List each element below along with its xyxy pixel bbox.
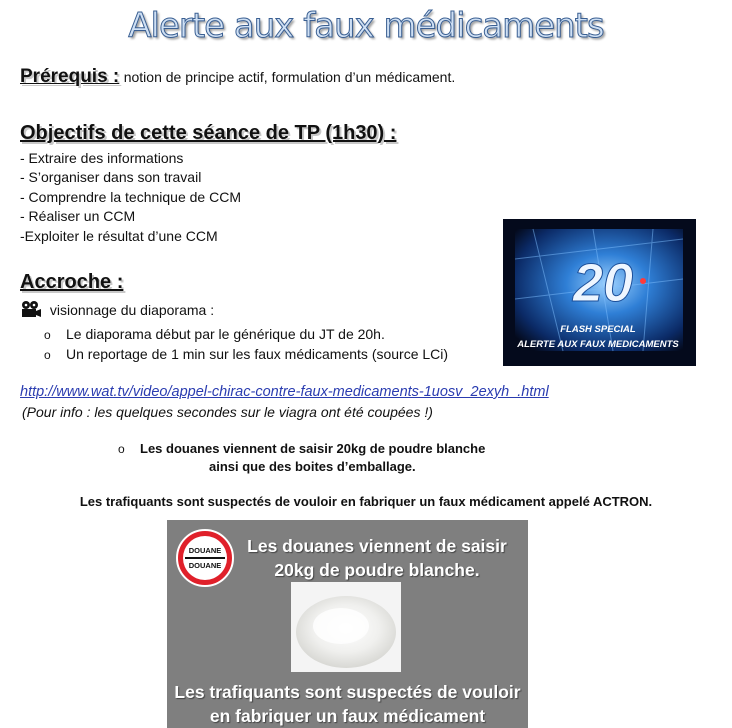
objectifs-list: [20, 149, 241, 246]
customs-footer1: Les trafiquants sont suspectés de vouloir: [174, 682, 521, 702]
tv-caption-line1: FLASH SPECIAL: [560, 324, 636, 335]
projector-icon: [20, 300, 42, 321]
objectif-item: -Exploiter le résultat d’une CCM: [20, 227, 218, 244]
douanes-bullet: [118, 441, 485, 456]
video-link[interactable]: http://www.wat.tv/video/appel-chirac-contre-faux-medicaments-1uosv_2exyh_.html: [20, 384, 549, 400]
accroche-bullet-text: Un reportage de 1 min sur les faux médicaments (source LCi): [66, 346, 449, 362]
customs-footer2: en fabriquer un faux médicament: [209, 706, 486, 726]
white-powder-image: [291, 582, 401, 672]
sign-bar: [185, 557, 225, 559]
douane-image: [167, 520, 528, 728]
douanes-line1: Les douanes viennent de saisir 20kg de poudre blanche: [140, 441, 486, 456]
bullet-circle-icon: o: [44, 348, 51, 362]
accroche-intro: visionnage du diaporama :: [49, 302, 215, 318]
objectif-item: - S’organiser dans son travail: [20, 169, 202, 186]
accroche-bullet: [44, 326, 385, 342]
page-title: Alerte aux faux médicaments: [128, 6, 604, 46]
trafiquants-text: Les trafiquants sont suspectés de vouloir en fabriquer un faux médicament appelé ACTRON.: [79, 494, 653, 509]
accroche-bullet: [44, 346, 448, 362]
jt-20h-image: [503, 219, 696, 366]
prerequis-line: [20, 66, 455, 88]
prerequis-text: notion de principe actif, formulation d’un médicament.: [123, 69, 456, 85]
objectif-item: - Comprendre la technique de CCM: [20, 188, 241, 205]
sign-top-label: DOUANE: [188, 546, 222, 555]
accroche-heading: Accroche :: [20, 271, 124, 293]
objectifs-heading: Objectifs de cette séance de TP (1h30) :: [20, 122, 397, 144]
sign-bottom-label: DOUANE: [188, 561, 222, 570]
accroche-intro-line: [20, 300, 214, 321]
objectif-item: - Extraire des informations: [20, 150, 184, 166]
bullet-circle-icon: o: [44, 328, 51, 342]
douanes-line2: ainsi que des boites d’emballage.: [209, 459, 416, 474]
tv-caption-line2: ALERTE AUX FAUX MEDICAMENTS: [517, 339, 679, 350]
sign-inner: [183, 536, 227, 580]
tv-number: 20: [572, 253, 634, 313]
link-note: (Pour info : les quelques secondes sur le viagra ont été coupées !): [22, 404, 433, 420]
douane-sign-icon: [176, 529, 234, 587]
customs-headline2: 20kg de poudre blanche.: [274, 560, 480, 580]
customs-headline1: Les douanes viennent de saisir: [247, 536, 507, 556]
prerequis-label: Prérequis :: [20, 66, 120, 87]
objectif-item: - Réaliser un CCM: [20, 208, 136, 225]
accroche-bullet-text: Le diaporama début par le générique du JT de 20h.: [66, 326, 385, 342]
bullet-circle-icon: o: [118, 442, 125, 456]
